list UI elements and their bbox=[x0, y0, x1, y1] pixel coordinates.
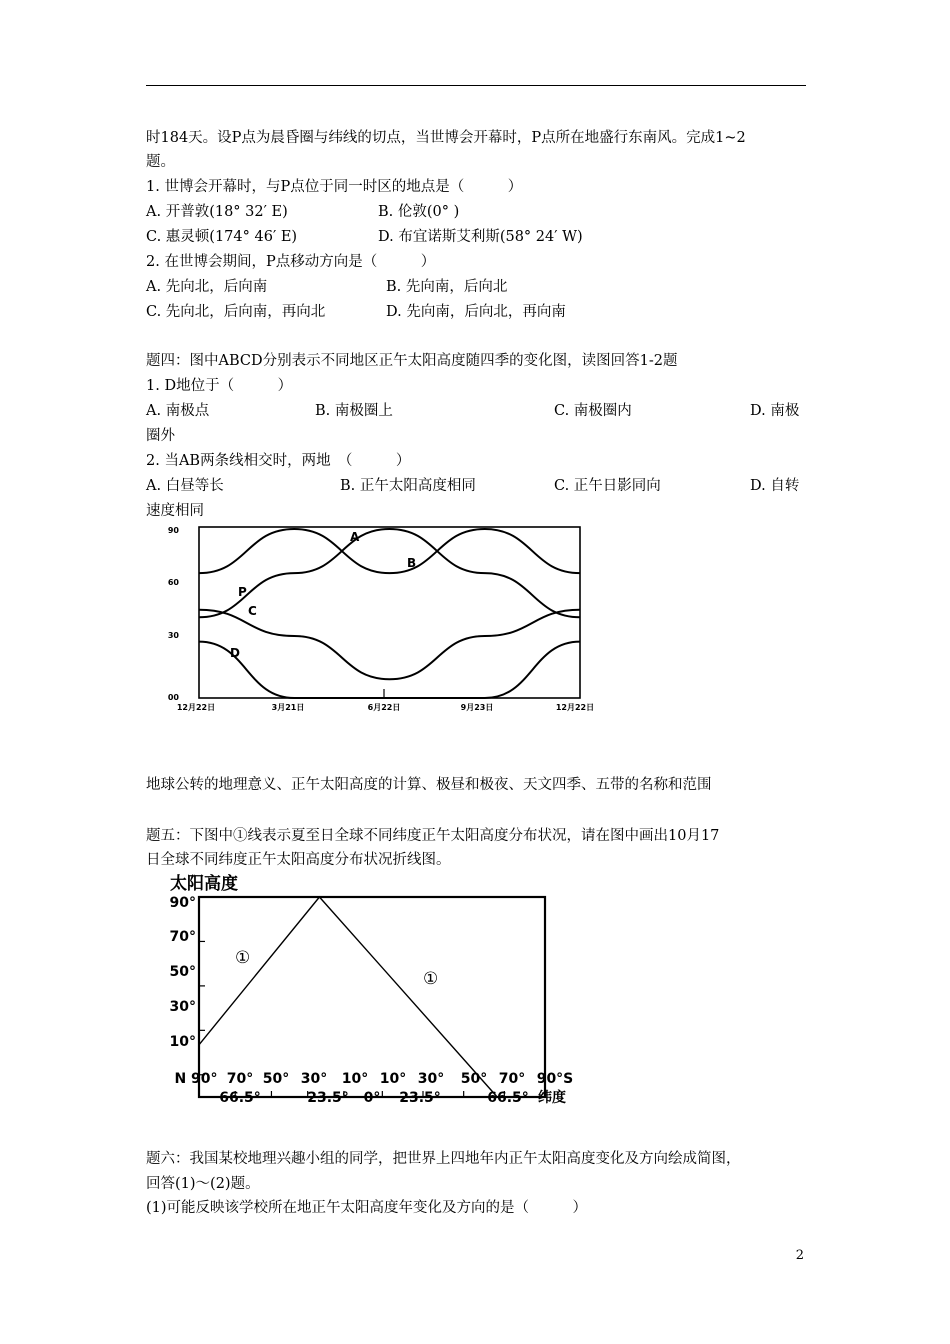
chart2-xtick-50s: 50° bbox=[460, 1071, 488, 1087]
sun-altitude-seasons-chart bbox=[160, 522, 610, 714]
chart2-xtick-30s: 30° bbox=[417, 1071, 445, 1087]
t4-q1-stem: 1. D地位于（ ） bbox=[146, 378, 293, 394]
chart1-series-a bbox=[199, 529, 580, 573]
chart1-xtick-dec22-end: 12月22日 bbox=[555, 703, 595, 712]
chart1-label-d: D bbox=[230, 646, 240, 660]
chart2-line-label-left: ① bbox=[235, 948, 251, 968]
q1-option-c: C. 惠灵顿(174° 46′ E) bbox=[146, 229, 298, 245]
q2-stem: 2. 在世博会期间，P点移动方向是（ ） bbox=[146, 254, 436, 270]
chart1-series-c bbox=[199, 610, 580, 679]
t4-q2-option-c: C. 正午日影同向 bbox=[554, 478, 661, 494]
chart1-xtick-dec22-start: 12月22日 bbox=[176, 703, 216, 712]
header-rule bbox=[146, 85, 806, 86]
sun-altitude-latitude-chart bbox=[160, 866, 590, 1112]
chart2-xtick-23s: 23.5° bbox=[399, 1090, 441, 1106]
chart2-title: 太阳高度 bbox=[170, 874, 238, 894]
q2-option-b: B. 先向南，后向北 bbox=[386, 279, 508, 295]
chart2-xtick-n90: N 90° bbox=[174, 1071, 218, 1087]
t6-line1: 题六：我国某校地理兴趣小组的同学，把世界上四地年内正午太阳高度变化及方向绘成简图， bbox=[146, 1151, 741, 1167]
chart2-xtick-10n: 10° bbox=[341, 1071, 369, 1087]
t5-line1: 题五：下图中①线表示夏至日全球不同纬度正午太阳高度分布状况，请在图中画出10月17 bbox=[146, 828, 720, 844]
q1-option-b: B. 伦敦(0° ) bbox=[378, 204, 460, 220]
chart2-line-label-right: ① bbox=[423, 969, 439, 989]
t4-q1-option-c: C. 南极圈内 bbox=[554, 403, 632, 419]
chart2-series-1 bbox=[199, 897, 497, 1097]
chart1-ytick-90: 90 bbox=[167, 526, 179, 535]
chart2-xtick-10s: 10° bbox=[379, 1071, 407, 1087]
t4-intro: 题四：图中ABCD分别表示不同地区正午太阳高度随四季的变化图，读图回答1-2题 bbox=[146, 353, 678, 369]
chart2-frame bbox=[199, 897, 545, 1097]
chart1-ytick-30: 30 bbox=[167, 631, 179, 640]
chart1-label-c: C bbox=[248, 604, 257, 618]
chart1-label-a: A bbox=[350, 530, 360, 544]
t4-q1-option-b: B. 南极圈上 bbox=[315, 403, 393, 419]
q2-option-c: C. 先向北，后向南，再向北 bbox=[146, 304, 326, 320]
chart2-xtick-70s: 70° bbox=[498, 1071, 526, 1087]
page-number: 2 bbox=[795, 1248, 804, 1263]
chart2-ytick-90: 90° bbox=[169, 895, 196, 911]
t4-q1-option-d-cont: 圈外 bbox=[146, 428, 175, 444]
t4-q2-option-d-cont: 速度相同 bbox=[146, 503, 204, 519]
chart2-xtick-50n: 50° bbox=[262, 1071, 290, 1087]
chart2-xtick-66n: 66.5° bbox=[219, 1090, 261, 1106]
t4-q1-option-d: D. 南极 bbox=[750, 403, 800, 419]
chart1-series-d bbox=[199, 642, 580, 698]
chart2-xtick-66s: 66.5° bbox=[487, 1090, 529, 1106]
chart2-xtick-70n: 70° bbox=[226, 1071, 254, 1087]
summary-text: 地球公转的地理意义、正午太阳高度的计算、极昼和极夜、天文四季、五带的名称和范围 bbox=[146, 777, 712, 793]
chart1-ytick-00: 00 bbox=[167, 693, 179, 702]
chart2-ytick-50: 50° bbox=[169, 964, 196, 980]
chart1-xtick-sep23: 9月23日 bbox=[460, 703, 494, 712]
t6-line2: 回答(1)～(2)题。 bbox=[146, 1176, 260, 1192]
t4-q2-option-b: B. 正午太阳高度相同 bbox=[340, 478, 476, 494]
q1-option-a: A. 开普敦(18° 32′ E) bbox=[146, 204, 288, 220]
chart1-xtick-jun22: 6月22日 bbox=[367, 703, 401, 712]
t4-q2-option-d: D. 自转 bbox=[750, 478, 800, 494]
q1-option-d: D. 布宜诺斯艾利斯(58° 24′ W) bbox=[378, 229, 583, 245]
question-intro-line1: 时184天。设P点为晨昏圈与纬线的切点，当世博会开幕时，P点所在地盛行东南风。完成1~2 bbox=[146, 130, 746, 146]
question-intro-line2: 题。 bbox=[146, 154, 175, 170]
chart1-label-b: B bbox=[407, 556, 417, 570]
chart2-xtick-0: 0° bbox=[363, 1090, 381, 1106]
t4-q2-option-a: A. 白昼等长 bbox=[146, 478, 224, 494]
chart2-ytick-10: 10° bbox=[169, 1034, 196, 1050]
q2-option-d: D. 先向南，后向北，再向南 bbox=[386, 304, 566, 320]
chart1-ytick-60: 60 bbox=[167, 578, 179, 587]
chart2-ytick-30: 30° bbox=[169, 999, 196, 1015]
chart2-xtick-23n: 23.5° bbox=[307, 1090, 349, 1106]
t6-line3: (1)可能反映该学校所在地正午太阳高度年变化及方向的是（ ） bbox=[146, 1200, 588, 1216]
t5-line2: 日全球不同纬度正午太阳高度分布状况折线图。 bbox=[146, 852, 451, 868]
chart1-xtick-mar21: 3月21日 bbox=[271, 703, 305, 712]
chart2-xtick-30n: 30° bbox=[300, 1071, 328, 1087]
q2-option-a: A. 先向北，后向南 bbox=[146, 279, 268, 295]
chart2-xlabel: 纬度 bbox=[538, 1090, 566, 1106]
chart2-ytick-70: 70° bbox=[169, 929, 196, 945]
chart2-xtick-s90: 90°S bbox=[536, 1071, 574, 1087]
chart1-label-p: P bbox=[238, 585, 247, 599]
t4-q1-option-a: A. 南极点 bbox=[146, 403, 210, 419]
q1-stem: 1. 世博会开幕时，与P点位于同一时区的地点是（ ） bbox=[146, 179, 523, 195]
t4-q2-stem: 2. 当AB两条线相交时，两地 （ ） bbox=[146, 453, 411, 469]
